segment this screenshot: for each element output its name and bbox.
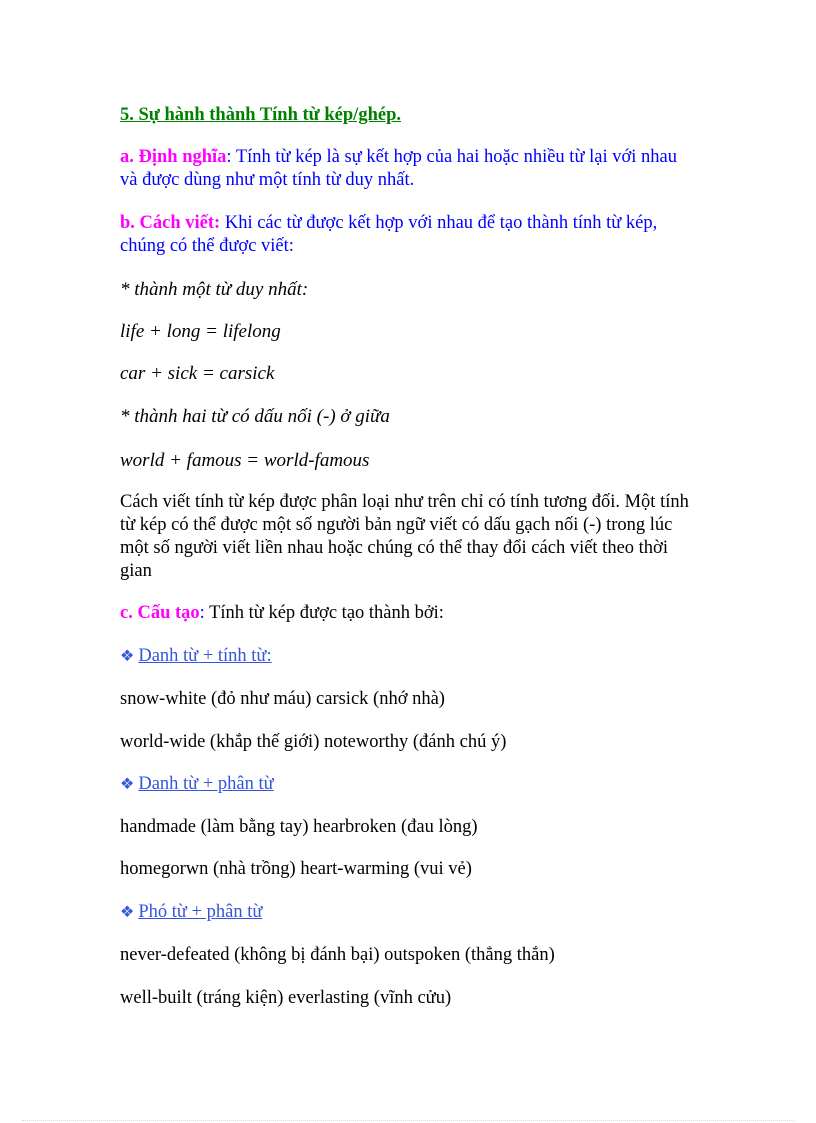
note-line-4: gian [120, 561, 152, 581]
group-1-line-1: snow-white (đỏ như máu) carsick (nhớ nhà) [120, 689, 445, 709]
writing-text-2: chúng có thể được viết: [120, 236, 294, 256]
group-heading-link-3[interactable]: Phó từ + phân từ [138, 902, 263, 922]
diamond-bullet-icon: ❖ [120, 648, 135, 665]
definition-sep: : [226, 147, 232, 167]
structure-text: Tính từ kép được tạo thành bởi: [204, 603, 444, 623]
group-2-line-2: homegorwn (nhà trồng) heart-warming (vui vẻ) [120, 859, 472, 879]
diamond-bullet-icon: ❖ [120, 904, 135, 921]
note-line-2: từ kép có thể được một số người bản ngữ viết có dấu gạch nối (-) trong lúc [120, 515, 673, 535]
group-3-line-2: well-built (tráng kiện) everlasting (vĩnh cửu) [120, 988, 452, 1008]
example-carsick: car + sick = carsick [120, 363, 275, 384]
section-title-text: 5. Sự hành thành Tính từ kép/ghép. [120, 105, 401, 125]
structure-label: c. Cấu tạo [120, 603, 200, 623]
page-bottom-divider [22, 1120, 794, 1121]
writing-line-1 [120, 212, 696, 236]
group-heading-link-1[interactable]: Danh từ + tính từ: [138, 646, 272, 666]
group-heading-link-2[interactable]: Danh từ + phân từ [138, 774, 274, 794]
note-line-3: một số người viết liền nhau hoặc chúng có thể thay đổi cách viết theo thời [120, 538, 668, 558]
writing-text-1: Khi các từ được kết hợp với nhau để tạo thành tính từ kép, [220, 213, 658, 233]
example-world-famous: world + famous = world-famous [120, 450, 370, 471]
definition-label: a. Định nghĩa [120, 147, 227, 167]
example-lifelong: life + long = lifelong [120, 321, 281, 342]
group-heading-1 [120, 645, 696, 669]
structure-sep: : [199, 603, 205, 623]
hyphen-heading: * thành hai từ có dấu nối (-) ở giữa [120, 406, 390, 427]
group-heading-3 [120, 901, 696, 925]
group-1-line-2: world-wide (khắp thế giới) noteworthy (đánh chú ý) [120, 732, 507, 752]
writing-line-2 [120, 235, 696, 259]
group-3-line-1: never-defeated (không bị đánh bại) outspoken (thẳng thắn) [120, 945, 555, 965]
diamond-bullet-icon: ❖ [120, 776, 135, 793]
definition-text-2: và được dùng như một tính từ duy nhất. [120, 170, 415, 190]
definition-text-1: Tính từ kép là sự kết hợp của hai hoặc nhiều từ lại với nhau [231, 147, 677, 167]
structure-line [120, 602, 696, 626]
group-2-line-1: handmade (làm bằng tay) hearbroken (đau lòng) [120, 817, 478, 837]
single-word-heading: * thành một từ duy nhất: [120, 279, 309, 300]
section-title [120, 104, 696, 128]
note-line-1: Cách viết tính từ kép được phân loại như trên chỉ có tính tương đối. Một tính [120, 492, 689, 512]
definition-line-2 [120, 169, 696, 193]
definition-line-1 [120, 146, 696, 170]
group-heading-2 [120, 773, 696, 797]
writing-label: b. Cách viết: [120, 213, 221, 233]
